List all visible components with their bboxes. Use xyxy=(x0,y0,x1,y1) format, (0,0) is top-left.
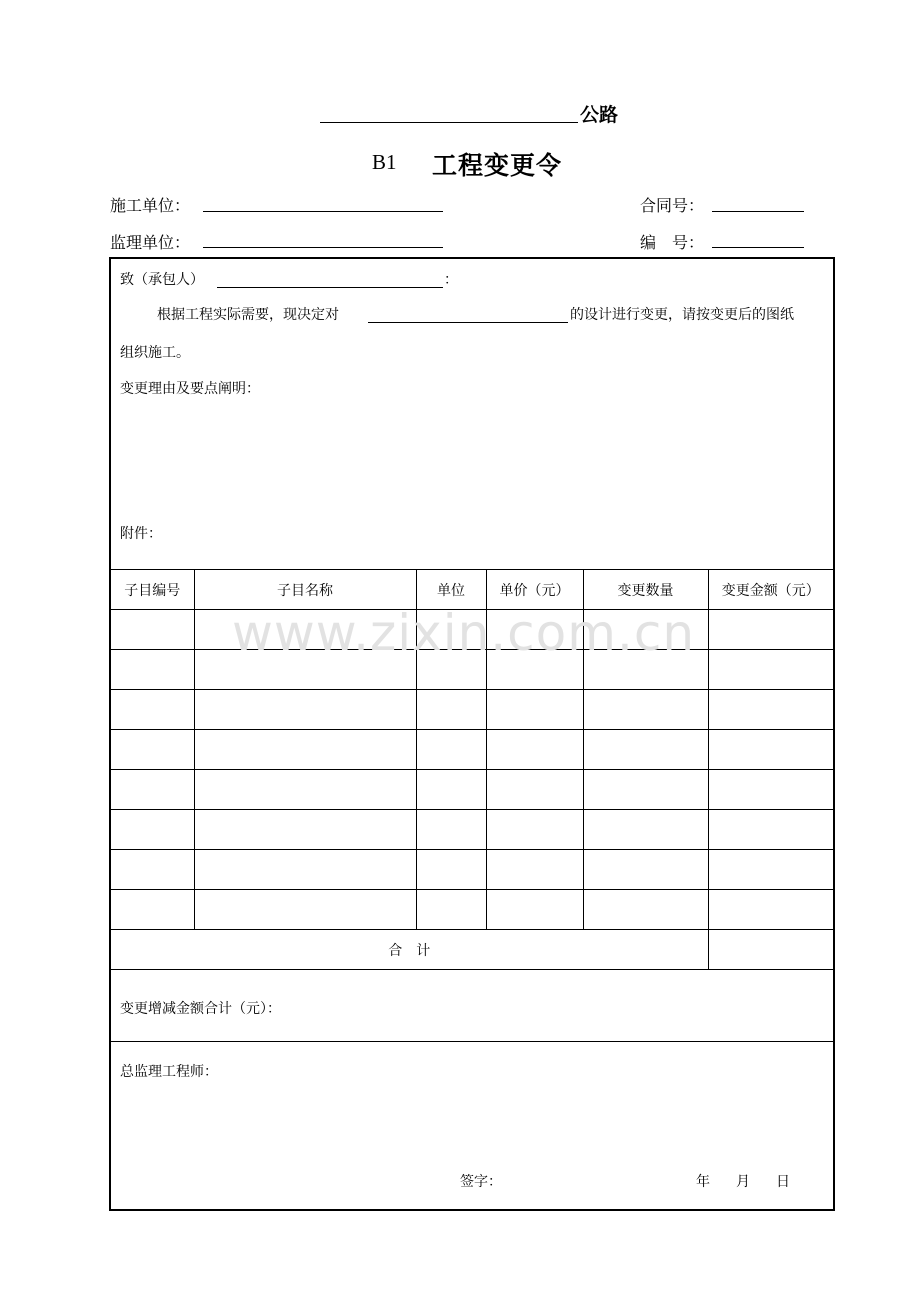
table-cell[interactable] xyxy=(194,890,416,930)
date-day-label: 日 xyxy=(776,1174,790,1190)
table-cell[interactable] xyxy=(583,810,708,850)
paragraph-line2: 组织施工。 xyxy=(120,345,190,361)
table-cell[interactable] xyxy=(111,690,194,730)
table-cell[interactable] xyxy=(416,850,486,890)
table-cell[interactable] xyxy=(111,610,194,650)
table-cell[interactable] xyxy=(486,850,583,890)
supervisor-field[interactable] xyxy=(203,247,443,248)
table-row xyxy=(111,770,833,810)
header-unit: 单位 xyxy=(416,570,486,610)
road-name-blank[interactable] xyxy=(320,122,578,123)
header-item-no: 子目编号 xyxy=(111,570,194,610)
table-cell[interactable] xyxy=(416,770,486,810)
table-cell[interactable] xyxy=(486,890,583,930)
table-cell[interactable] xyxy=(708,890,833,930)
table-cell[interactable] xyxy=(194,810,416,850)
table-cell[interactable] xyxy=(708,810,833,850)
total-row xyxy=(111,930,833,970)
road-suffix: 公路 xyxy=(580,104,619,126)
table-cell[interactable] xyxy=(111,890,194,930)
table-cell[interactable] xyxy=(583,890,708,930)
serial-no-field[interactable] xyxy=(712,247,804,248)
supervisor-label: 监理单位： xyxy=(110,233,191,252)
table-cell[interactable] xyxy=(583,730,708,770)
table-cell[interactable] xyxy=(708,730,833,770)
date-month-label: 月 xyxy=(736,1174,750,1190)
header-change-qty: 变更数量 xyxy=(583,570,708,610)
table-cell[interactable] xyxy=(194,850,416,890)
change-total-label: 变更增减金额合计（元）： xyxy=(120,1001,281,1017)
contractor-label: 施工单位： xyxy=(110,196,191,215)
table-cell[interactable] xyxy=(111,650,194,690)
contract-no-label: 合同号： xyxy=(640,196,705,215)
table-cell[interactable] xyxy=(111,770,194,810)
reason-label: 变更理由及要点阐明： xyxy=(120,381,260,397)
table-row xyxy=(111,850,833,890)
design-item-field[interactable] xyxy=(368,322,568,323)
table-cell[interactable] xyxy=(111,810,194,850)
table-row xyxy=(111,890,833,930)
table-cell[interactable] xyxy=(486,770,583,810)
serial-no-label: 编 号： xyxy=(640,233,705,252)
paragraph-suffix: 的设计进行变更，请按变更后的图纸 xyxy=(570,307,794,323)
contract-no-field[interactable] xyxy=(712,211,804,212)
table-cell[interactable] xyxy=(416,890,486,930)
table-cell[interactable] xyxy=(486,810,583,850)
table-cell[interactable] xyxy=(486,730,583,770)
table-cell[interactable] xyxy=(194,690,416,730)
attachment-label: 附件： xyxy=(120,526,162,542)
date-year-label: 年 xyxy=(696,1174,710,1190)
table-cell[interactable] xyxy=(416,730,486,770)
header-unit-price: 单价（元） xyxy=(486,570,583,610)
table-cell[interactable] xyxy=(583,770,708,810)
chief-engineer-label: 总监理工程师： xyxy=(120,1064,218,1080)
table-cell[interactable] xyxy=(583,850,708,890)
document-code: B1 xyxy=(372,150,397,174)
table-cell[interactable] xyxy=(416,690,486,730)
to-contractor-label: 致（承包人） xyxy=(120,272,204,288)
to-contractor-field[interactable] xyxy=(217,287,443,288)
total-value[interactable] xyxy=(708,930,833,970)
table-cell[interactable] xyxy=(583,690,708,730)
table-cell[interactable] xyxy=(416,810,486,850)
table-cell[interactable] xyxy=(194,730,416,770)
table-cell[interactable] xyxy=(708,770,833,810)
table-cell[interactable] xyxy=(111,730,194,770)
divider xyxy=(111,1041,833,1042)
contractor-field[interactable] xyxy=(203,211,443,212)
table-row xyxy=(111,810,833,850)
table-cell[interactable] xyxy=(708,850,833,890)
signature-label: 签字： xyxy=(460,1174,502,1190)
table-row xyxy=(111,730,833,770)
total-label: 合 计 xyxy=(111,930,708,970)
paragraph-prefix: 根据工程实际需要，现决定对 xyxy=(157,307,339,323)
watermark: www.zixin.com.cn xyxy=(232,604,696,662)
table-cell[interactable] xyxy=(486,690,583,730)
header-change-amount: 变更金额（元） xyxy=(708,570,833,610)
table-row xyxy=(111,690,833,730)
table-cell[interactable] xyxy=(708,690,833,730)
page-title: 工程变更令 xyxy=(432,151,563,180)
to-colon: ： xyxy=(444,272,458,288)
change-order-form xyxy=(109,257,835,1211)
header-item-name: 子目名称 xyxy=(194,570,416,610)
table-cell[interactable] xyxy=(708,610,833,650)
table-cell[interactable] xyxy=(194,770,416,810)
table-cell[interactable] xyxy=(708,650,833,690)
table-cell[interactable] xyxy=(111,850,194,890)
